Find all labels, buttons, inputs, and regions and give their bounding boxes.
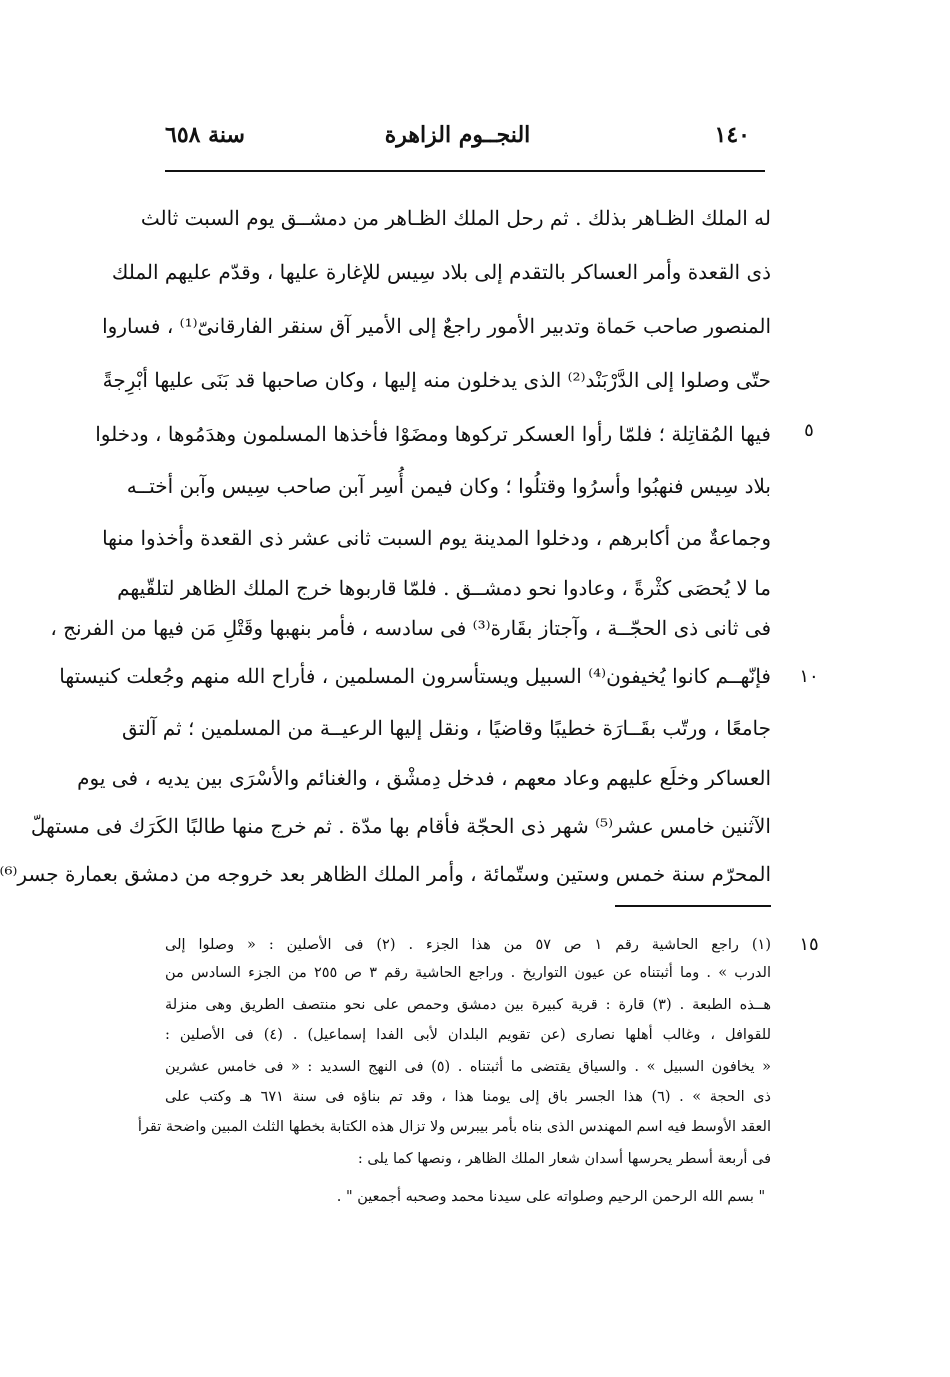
running-header [165,122,750,162]
text-line: العساكر وخلَع عليهم وعاد معهم ، فدخل دِمشْق ، والغنائم والأسْرَى بين يديه ، فى يوم [77,766,771,790]
text-line: بلاد سِيس فنهبُوا وأسرُوا وقتلُوا ؛ وكان فيمن أُسِر آبن صاحب سِيس وآبن أختــه [126,474,771,498]
footnote-line: للقوافل ، وغالب أهلها نصارى (عن تقويم البلدان لأبى الفدا إسماعيل) . (٤) فى الأصلين : [165,1027,771,1043]
text-line: حتّى وصلوا إلى الدَّرْبَنْد⁽²⁾ الذى يدخلون منه إليها ، وكان صاحبها قد بَنَى عليها أبْرِجةً [102,368,771,392]
text-line: فى ثانى ذى الحجّــة ، وآجتاز بقَارة⁽³⁾ فى سادسه ، فأمر بنهبها وقَتْلِ مَن فيها من الفرنج ، [50,616,771,640]
footnote-line: (١) راجع الحاشية رقم ١ ص ٥٧ من هذا الجزء . (٢) فى الأصلين : « وصلوا إلى [165,937,771,953]
line-number-10: ١٠ [799,666,819,687]
text-line: المحرّم سنة خمس وستين وستّمائة ، وأمر الملك الظاهر بعد خروجه من دمشق بعمارة جسر⁽⁶⁾ [0,862,771,886]
line-number-5: ٥ [804,420,814,441]
text-line: ما لا يُحصَى كثْرةً ، وعادوا نحو دمشــق . فلمّا قاربوها خرج الملك الظاهر لتلقّيهم [117,576,771,600]
footnote-line: العقد الأوسط فيه اسم المهندس الذى بناه بأمر بيبرس ولا تزال هذه الكتابة بخطها الثلث المبين واضحة تقرأ [137,1119,771,1135]
line-number-15: ١٥ [799,934,819,955]
text-line: وجماعةٌ من أكابرهم ، ودخلوا المدينة يوم السبت ثانى عشر ذى القعدة وأخذوا منها [102,526,771,550]
footnote-line: فى أربعة أسطر يحرسها أسدان شعار الملك الظاهر ، ونصها كما يلى : [357,1151,771,1167]
text-line: جامعًا ، ورتّب بقَــارَة خطيبًا وقاضيًا ، ونقل إليها الرعيــة من المسلمين ؛ ثم آلتق [122,716,771,740]
footnote-rule [615,905,771,907]
inscription-quote: " بسم الله الرحمن الرحيم وصلواته على سيدنا محمد وصحبه أجمعين " . [336,1189,766,1205]
book-title: النجــوم الزاهرة [384,122,531,148]
footnote-line: هــذه الطبعة . (٣) قارة : قرية كبيرة بين دمشق وحمص على نحو منتصف الطريق وهى منزلة [165,997,772,1013]
page-number: ١٤٠ [714,122,750,148]
footnote-line: الدرب » . وما أثبتناه عن عيون التواريخ . وراجع الحاشية رقم ٣ ص ٢٥٥ من الجزء السادس من [165,965,771,981]
text-line: فيها المُقاتِلة ؛ فلمّا رأوا العسكر تركوها ومضَوْا فأخذها المسلمون وهدَمُوها ، ودخلوا [95,422,771,446]
header-rule [165,170,765,172]
text-line: المنصور صاحب حَماة وتدبير الأمور راجعٌ إلى الأمير آق سنقر الفارقانىّ⁽¹⁾ ، فساروا [102,314,771,338]
text-line: ذى القعدة وأمر العساكر بالتقدم إلى بلاد سِيس للإغارة عليها ، وقدّم عليهم الملك [111,260,771,284]
year-heading: سنة ٦٥٨ [165,122,245,148]
footnote-line: ذى الحجة » . (٦) هذا الجسر باق إلى يومنا هذا ، وقد تم بناؤه فى سنة ٦٧١ هـ وكتب على [165,1089,771,1105]
text-line: فإنّهــم كانوا يُخيفون⁽⁴⁾ السبيل ويستأسرون المسلمين ، فأراح الله منهم وجُعلت كنيستها [59,664,771,688]
footnote-line: « يخافون السبيل » . والسياق يقتضى ما أثبتناه . (٥) فى النهج السديد : « فى خامس عشرين [165,1059,772,1075]
text-line: له الملك الظـاهر بذلك . ثم رحل الملك الظـاهر من دمشــق يوم السبت ثالث [140,206,771,230]
text-line: الآثنين خامس عشر⁽⁵⁾ شهر ذى الحجّة فأقام بها مدّة . ثم خرج منها طالبًا الكَرَك فى مستهلّ [30,814,771,838]
